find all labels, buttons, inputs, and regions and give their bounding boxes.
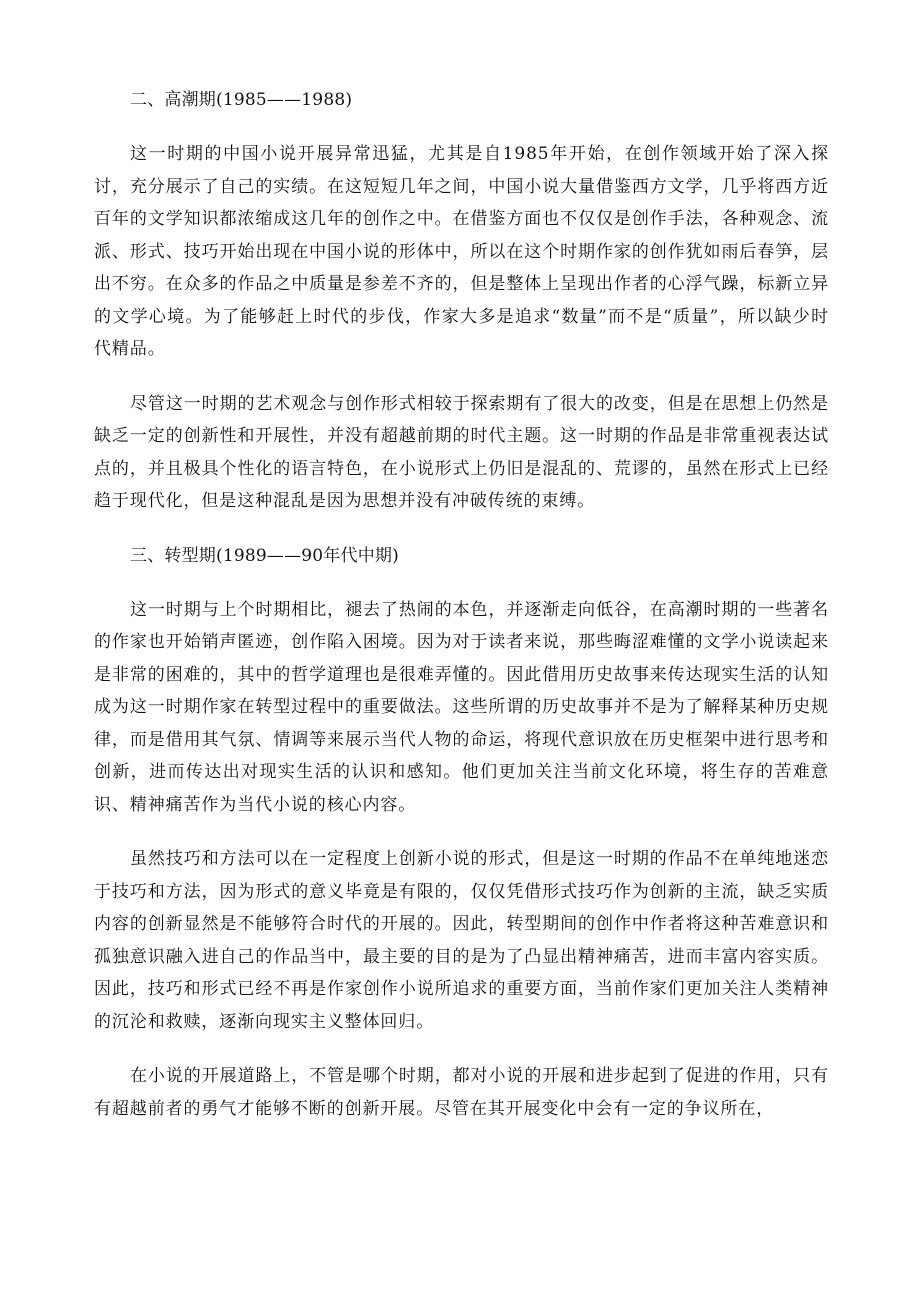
section-heading-transition-period: 三、转型期(1989——90年代中期) <box>130 545 399 566</box>
paragraph-transition-overview: 这一时期与上个时期相比，褪去了热闹的本色，并逐渐走向低谷，在高潮时期的一些著名的作家也开始销声匿迹，创作陷入困境。因为对于读者来说，那些晦涩难懂的文学小说读起来是非常的困难的，其中的哲学道理也是很难弄懂的。因此借用历史故事来传达现实生活的认知成为这一时期作家在转型过程中的重要做法。这些所谓的历史故事并不是为了解释某种历史规律，而是借用其气氛、情调等来展示当代人物的命运，将现代意识放在历史框架中进行思考和创新，进而传达出对现实生活的认识和感知。他们更加关注当前文化环境，将生存的苦难意识、精神痛苦作为当代小说的核心内容。 <box>94 599 829 815</box>
paragraph-climax-thought: 尽管这一时期的艺术观念与创作形式相较于探索期有了很大的改变，但是在思想上仍然是缺乏一定的创新性和开展性，并没有超越前期的时代主题。这一时期的作品是非常重视表达试点的，并且极具个性化的语言特色，在小说形式上仍旧是混乱的、荒谬的，虽然在形式上已经趋于现代化，但是这种混乱是因为思想并没有冲破传统的束缚。 <box>94 393 829 511</box>
paragraph-climax-overview: 这一时期的中国小说开展异常迅猛，尤其是自1985年开始，在创作领域开始了深入探讨，充分展示了自己的实绩。在这短短几年之间，中国小说大量借鉴西方文学，几乎将西方近百年的文学知识都浓缩成这几年的创作之中。在借鉴方面也不仅仅是创作手法，各种观念、流派、形式、技巧开始出现在中国小说的形体中，所以在这个时期作家的创作犹如雨后春笋，层出不穷。在众多的作品之中质量是参差不齐的，但是整体上呈现出作者的心浮气躁，标新立异的文学心境。为了能够赶上时代的步伐，作家大多是追求“数量”而不是“质量”，所以缺少时代精品。 <box>94 144 829 359</box>
section-heading-climax-period: 二、高潮期(1985——1988) <box>130 90 353 110</box>
paragraph-development-path: 在小说的开展道路上，不管是哪个时期，都对小说的开展和进步起到了促进的作用，只有有超越前者的勇气才能够不断的创新开展。尽管在其开展变化中会有一定的争议所在， <box>94 1066 829 1119</box>
paragraph-transition-technique: 虽然技巧和方法可以在一定程度上创新小说的形式，但是这一时期的作品不在单纯地迷恋于技巧和方法，因为形式的意义毕竟是有限的，仅仅凭借形式技巧作为创新的主流，缺乏实质内容的创新显然是不能够符合时代的开展的。因此，转型期间的创作中作者将这种苦难意识和孤独意识融入进自己的作品当中，最主要的目的是为了凸显出精神痛苦，进而丰富内容实质。因此，技巧和形式已经不再是作家创作小说所追求的重要方面，当前作家们更加关注人类精神的沉沦和救赎，逐渐向现实主义整体回归。 <box>94 849 829 1032</box>
document-page <box>94 84 829 1125</box>
